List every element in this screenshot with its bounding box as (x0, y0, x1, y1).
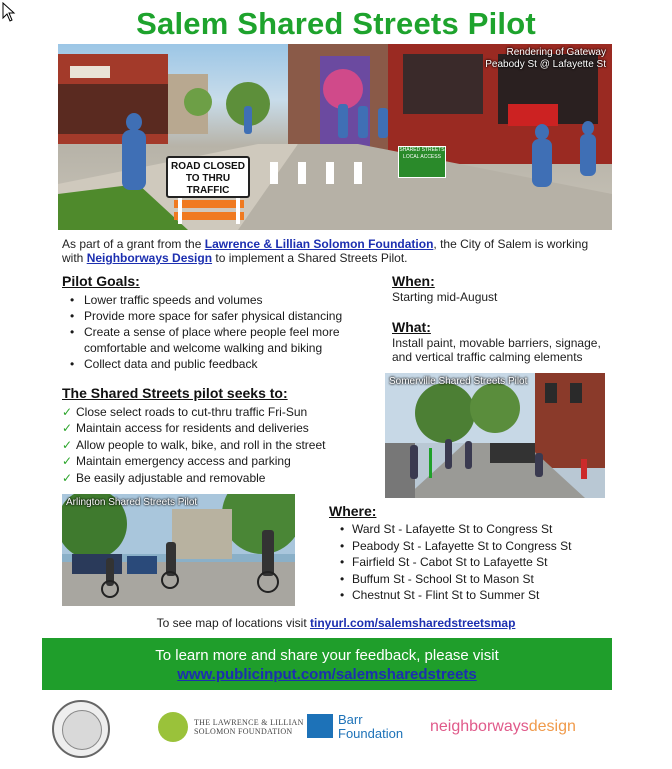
intro-paragraph: As part of a grant from the Lawrence & Lillian Solomon Foundation, the City of Salem is working with Neighborways Design to implement a Shared Streets Pilot. (62, 237, 589, 265)
what-heading: What: (392, 319, 431, 335)
list-item: • Ward St - Lafayette St to Congress St (338, 521, 618, 538)
when-heading: When: (392, 273, 435, 289)
arlington-photo (62, 494, 295, 606)
when-text: Starting mid-August (392, 290, 498, 304)
somerville-photo (385, 373, 605, 498)
pilot-goals-heading: Pilot Goals: (62, 273, 140, 289)
city-seal-logo (52, 700, 110, 758)
sponsor-logos (0, 698, 672, 764)
list-item: ✓ Maintain emergency access and parking (62, 453, 362, 469)
what-text: Install paint, movable barriers, signage, and vertical traffic calming elements (392, 336, 601, 364)
feedback-banner (42, 638, 612, 690)
solomon-foundation-link[interactable]: Lawrence & Lillian Solomon Foundation (204, 237, 434, 251)
list-item: • Provide more space for safer physical distancing (62, 308, 362, 324)
rendering-caption: Rendering of Gateway Peabody St @ Lafayette St (485, 47, 606, 70)
where-heading: Where: (329, 503, 377, 519)
gateway-rendering-image (58, 44, 612, 230)
barr-logo-icon (307, 714, 333, 738)
where-list (338, 521, 618, 604)
list-item: ✓ Maintain access for residents and deliveries (62, 420, 362, 436)
map-locations-line: To see map of locations visit tinyurl.com/salemsharedstreetsmap (156, 616, 516, 630)
list-item: • Collect data and public feedback (62, 356, 362, 372)
somerville-caption: Somerville Shared Streets Pilot (389, 376, 528, 387)
seeks-list (62, 404, 362, 486)
banner-text: To learn more and share your feedback, please visit (155, 647, 499, 664)
neighborways-design-logo: neighborwaysdesign (430, 718, 576, 735)
shared-streets-sign: SHARED STREETS LOCAL ACCESS (398, 146, 446, 178)
arlington-caption: Arlington Shared Streets Pilot (66, 497, 198, 508)
list-item: • Create a sense of place where people feel more comfortable and welcome walking and biking (62, 324, 362, 356)
map-link[interactable]: tinyurl.com/salemsharedstreetsmap (309, 616, 516, 630)
neighborways-design-link[interactable]: Neighborways Design (86, 251, 213, 265)
road-closed-sign: ROAD CLOSED TO THRU TRAFFIC (166, 156, 250, 198)
list-item: ✓ Close select roads to cut-thru traffic Fri-Sun (62, 404, 362, 420)
list-item: ✓ Allow people to walk, bike, and roll in the street (62, 437, 362, 453)
seeks-heading: The Shared Streets pilot seeks to: (62, 385, 288, 401)
list-item: • Chestnut St - Flint St to Summer St (338, 587, 618, 604)
list-item: • Lower traffic speeds and volumes (62, 292, 362, 308)
pilot-goals-list (62, 292, 362, 372)
list-item: • Fairfield St - Cabot St to Lafayette St (338, 554, 618, 571)
barr-foundation-logo: Barr Foundation (338, 712, 404, 741)
solomon-foundation-logo: THE LAWRENCE & LILLIAN SOLOMON FOUNDATION (194, 718, 304, 736)
publicinput-link[interactable]: www.publicinput.com/salemsharedstreets (177, 666, 477, 683)
list-item: • Buffum St - School St to Mason St (338, 571, 618, 588)
page-title: Salem Shared Streets Pilot (136, 6, 536, 41)
list-item: • Peabody St - Lafayette St to Congress St (338, 538, 618, 555)
solomon-leaf-icon (158, 712, 188, 742)
list-item: ✓ Be easily adjustable and removable (62, 470, 362, 486)
street-illustration (58, 44, 612, 230)
